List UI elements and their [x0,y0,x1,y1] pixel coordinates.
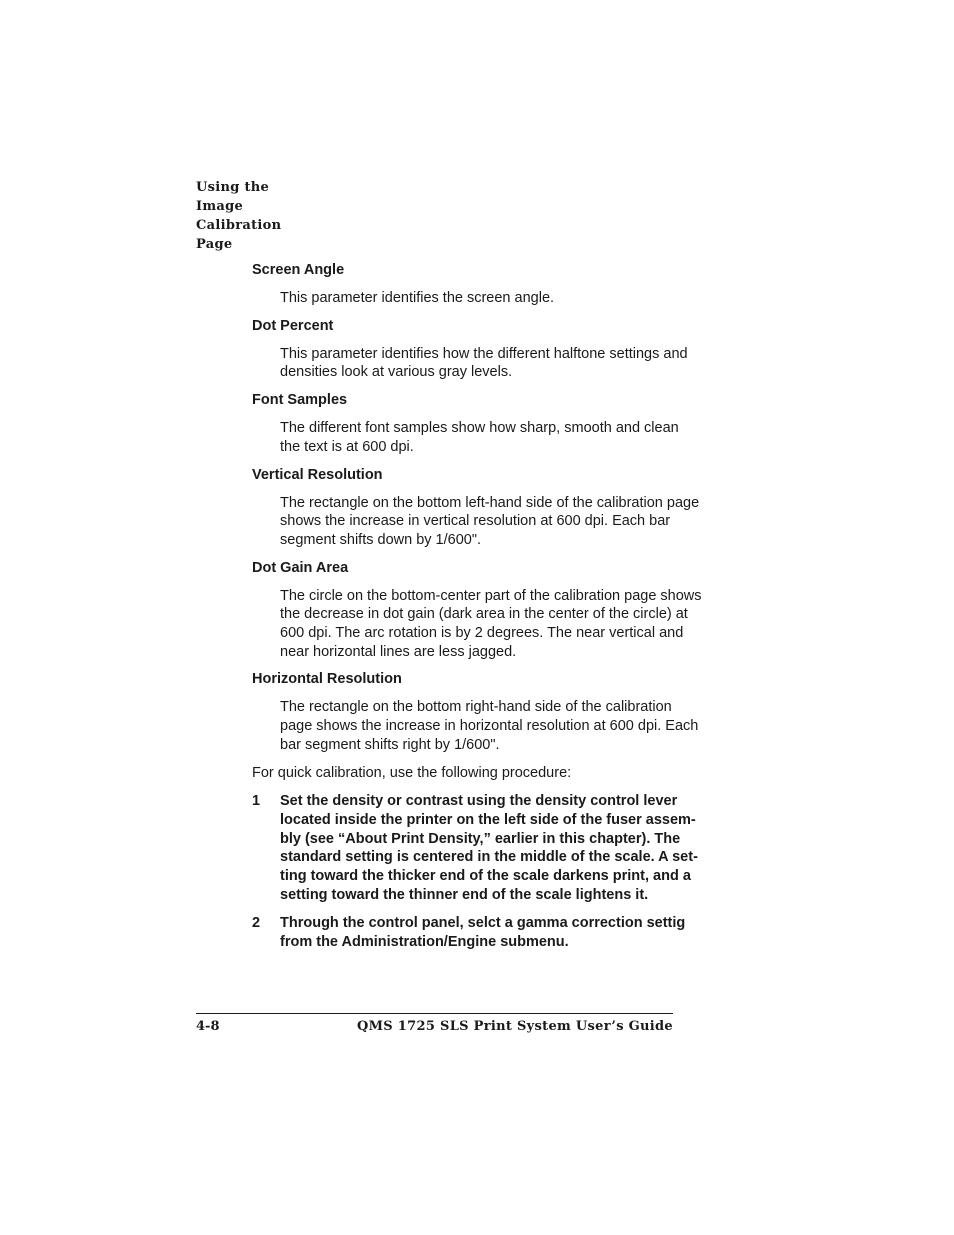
section-title: Dot Percent [252,317,334,334]
step-number: 2 [252,915,261,932]
section-title: Font Samples [252,392,348,409]
footer-divider [196,1013,673,1014]
footer-title: QMS 1725 SLS Print System User’s Guide [356,1019,673,1034]
procedure-intro: For quick calibration, use the following procedure: [252,764,572,781]
section-title: Screen Angle [252,262,345,278]
step-line: setting toward the thinner end of the scale lightens it. [280,886,649,903]
section-title: Vertical Resolution [252,466,383,483]
step-line: Through the control panel, selct a gamma correction settig [280,915,686,932]
section-dot-percent [252,317,732,382]
body-line: This parameter identifies how the different halftone settings and [280,345,688,362]
body-line: page shows the increase in horizontal resolution at 600 dpi. Each [280,718,699,735]
section-body [280,419,732,456]
body-line: 600 dpi. The arc rotation is by 2 degrees. The near vertical and [280,625,684,642]
side-heading-line: Calibration [196,218,282,233]
section-screen-angle [252,261,732,308]
step-line: standard setting is centered in the middle of the scale. A set- [280,849,698,866]
section-body [280,698,732,754]
side-heading-line: Using the [196,180,270,195]
page-number: 4-8 [196,1019,220,1034]
step-line: Set the density or contrast using the density control lever [280,793,678,810]
side-heading [196,178,306,254]
section-font-samples [252,391,732,456]
procedure-step [252,792,732,904]
section-body [280,289,732,308]
side-heading-line: Image [196,199,244,214]
body-line: densities look at various gray levels. [280,364,513,381]
step-number: 1 [252,793,261,810]
section-body [280,587,732,662]
step-line: located inside the printer on the left side of the fuser assem- [280,811,696,828]
body-line: The circle on the bottom-center part of the calibration page shows [280,587,702,604]
body-line: The different font samples show how sharp, smooth and clean [280,420,679,437]
section-dot-gain-area [252,559,732,662]
step-line: ting toward the thicker end of the scale darkens print, and a [280,868,691,885]
body-line: the decrease in dot gain (dark area in the center of the circle) at [280,606,688,623]
body-line: shows the increase in vertical resolution at 600 dpi. Each bar [280,513,671,530]
body-line: This parameter identifies the screen angle. [280,290,555,306]
procedure-step [252,914,732,951]
body-line: The rectangle on the bottom right-hand side of the calibration [280,699,672,716]
body-line: segment shifts down by 1/600". [280,531,482,548]
side-heading-line: Page [196,237,233,252]
section-title: Dot Gain Area [252,559,349,576]
main-content [252,261,732,962]
step-text [280,914,732,951]
step-line: from the Administration/Engine submenu. [280,934,569,951]
body-line: bar segment shifts right by 1/600". [280,736,500,753]
body-line: The rectangle on the bottom left-hand side of the calibration page [280,494,700,511]
section-horizontal-resolution [252,670,732,754]
section-title: Horizontal Resolution [252,671,402,688]
section-body [280,345,732,382]
section-vertical-resolution [252,466,732,550]
step-text [280,792,732,904]
body-line: the text is at 600 dpi. [280,438,414,455]
body-line: near horizontal lines are less jagged. [280,643,517,660]
section-body [280,494,732,550]
step-line: bly (see “About Print Density,” earlier in this chapter). The [280,830,681,847]
